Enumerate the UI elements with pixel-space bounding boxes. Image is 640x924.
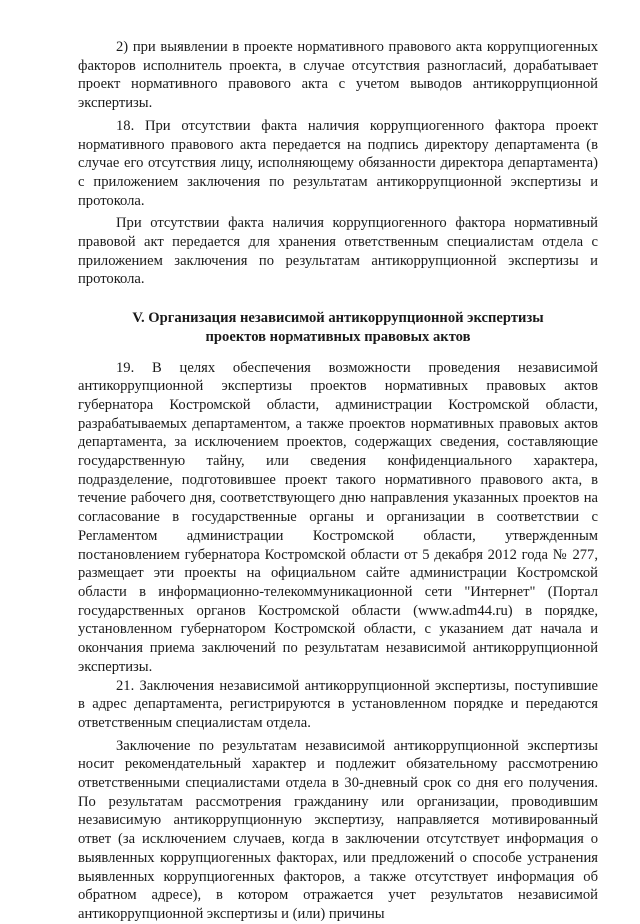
section-heading — [78, 309, 598, 346]
paragraph-21: 21. Заключения независимой антикоррупционной экспертизы, поступившие в адрес департамента, регистрируются в установленном порядке и передаются ответственным специалистам отдела. — [78, 677, 598, 731]
section-heading-line-2: проектов нормативных правовых актов — [205, 328, 471, 345]
paragraph-item-2: 2) при выявлении в проекте нормативного правового акта коррупциогенных факторов исполнитель проекта, в случае отсутствия разногласий, дорабатывает проект нормативного правового акта с учетом выводов антикоррупционной экспертизы. — [78, 39, 598, 112]
paragraph-21-continued: Заключение по результатам независимой антикоррупционной экспертизы носит рекомендательный характер и подлежит обязательному рассмотрению ответственными специалистами отдела в 30-дневный срок со дня его получения. По результатам рассмотрения гражданину или организации, проводившим независимую антикоррупционную экспертизу, направляется мотивированный ответ (за исключением случаев, когда в заключении отсутствует информация о выявленных коррупциогенных факторах, или предложений о способе устранения выявленных коррупциогенных факторов, а также отсутствует информация об обратном адресе), в котором отражается учет результатов независимой антикоррупционной экспертизы и (или) причины — [78, 737, 598, 922]
paragraph-19: 19. В целях обеспечения возможности проведения независимой антикоррупционной экспертизы проектов нормативных правовых актов губернатора Костромской области, администрации Костромской области, разрабатываемых департаментом, а также проектов нормативных правовых актов департамента, за исключением проектов, содержащих сведения, составляющие государственную тайну, или сведения конфиденциального характера, подразделение, подготовившее проект такого нормативного правового акта, в течение рабочего дня, соответствующего дню направления указанных проектов на согласование в государственные органы и организации в соответствии с Регламентом администрации Костромской области, утвержденным постановлением губернатора Костромской области от 5 декабря 2012 года № 277, размещает эти проекты на официальном сайте администрации Костромской области в информационно-телекоммуникационной сети "Интернет" (Портал государственных органов Костромской области (www.adm44.ru) в порядке, установленном губернатором Костромской области, с указанием дат начала и окончания приема заключений по результатам независимой антикоррупционной экспертизы. — [78, 359, 598, 675]
document-page — [78, 38, 598, 924]
paragraph-18-continued: При отсутствии факта наличия коррупциогенного фактора нормативный правовой акт передается для хранения ответственным специалистам отдела с приложением заключения по результатам антикоррупционной экспертизы и протокола. — [78, 215, 598, 288]
section-heading-line-1: V. Организация независимой антикоррупционной экспертизы — [132, 310, 544, 327]
paragraph-18: 18. При отсутствии факта наличия коррупциогенного фактора проект нормативного правового акта передается на подпись директору департамента (в случае его отсутствия лицу, исполняющему обязанности директора департамента) с приложением заключения по результатам антикоррупционной экспертизы и протокола. — [78, 117, 598, 209]
